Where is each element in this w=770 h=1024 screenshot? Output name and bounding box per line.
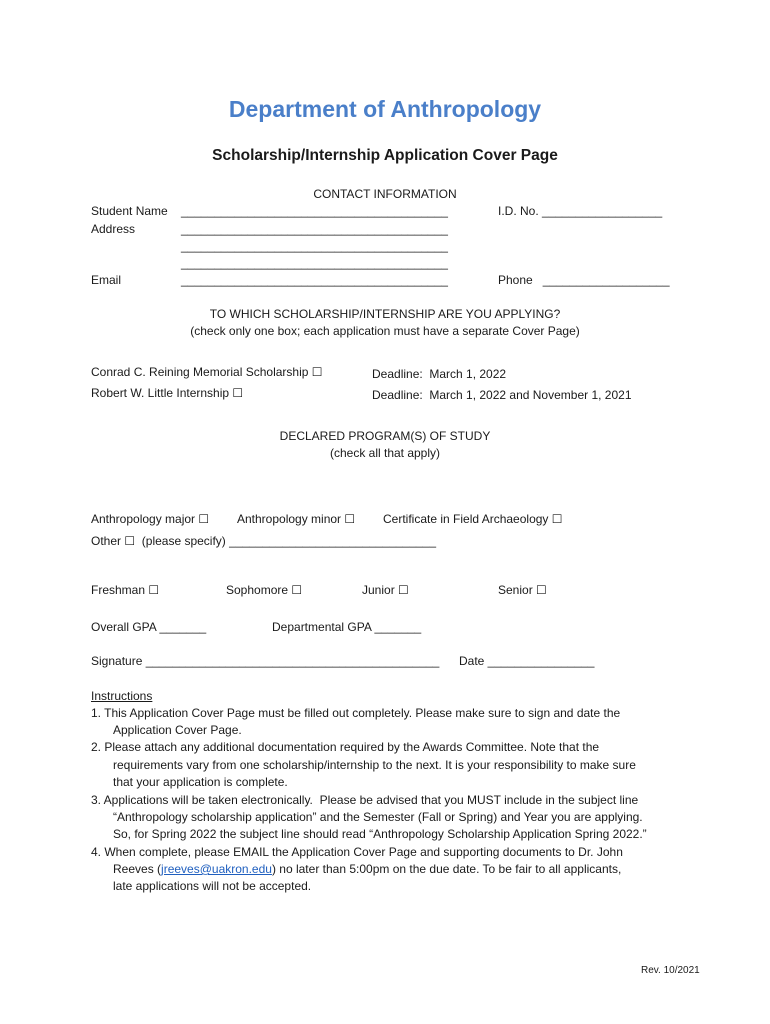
student-name-label: Student Name (91, 204, 168, 218)
address-field-3[interactable]: ________________________________________ (181, 256, 448, 270)
departmental-gpa-field[interactable]: Departmental GPA _______ (272, 620, 422, 634)
id-field[interactable]: __________________ (542, 204, 663, 218)
instruction-3-line-3: So, for Spring 2022 the subject line should read “Anthropology Scholarship Application Spring 2022.” (113, 827, 647, 841)
deadline-little: Deadline: March 1, 2022 and November 1, 2021 (372, 388, 632, 402)
page-subtitle: Scholarship/Internship Application Cover Page (212, 147, 558, 164)
instruction-1-line-2: Application Cover Page. (113, 723, 242, 737)
id-label: I.D. No. __________________ (498, 204, 663, 218)
checkbox-freshman[interactable]: Freshman ☐ (91, 583, 160, 597)
instructions-heading: Instructions (91, 689, 153, 703)
instruction-2-line-3: that your application is complete. (113, 775, 288, 789)
instruction-2-line-1: 2. Please attach any additional documentation required by the Awards Committee. Note that the (91, 740, 600, 754)
instruction-2-line-2: requirements vary from one scholarship/internship to the next. It is your responsibility to make sure (113, 758, 636, 772)
checkbox-anthropology-major[interactable]: Anthropology major ☐ (91, 512, 210, 526)
email-field[interactable]: ________________________________________ (181, 273, 448, 287)
contact-heading: CONTACT INFORMATION (313, 187, 457, 201)
checkbox-certificate-field-archaeology[interactable]: Certificate in Field Archaeology ☐ (383, 512, 563, 526)
option-reining-scholarship[interactable]: Conrad C. Reining Memorial Scholarship ☐ (91, 365, 323, 379)
student-name-field[interactable]: ________________________________________ (181, 204, 448, 218)
overall-gpa-field[interactable]: Overall GPA _______ (91, 620, 207, 634)
program-subheading: (check all that apply) (329, 446, 441, 460)
deadline-reining: Deadline: March 1, 2022 (372, 367, 507, 381)
date-field[interactable]: Date ________________ (459, 654, 595, 668)
applying-heading: TO WHICH SCHOLARSHIP/INTERNSHIP ARE YOU APPLYING? (209, 307, 561, 321)
email-label: Email (91, 273, 122, 287)
checkbox-other-specify[interactable]: Other ☐ (please specify) _______________________________ (91, 534, 437, 548)
instruction-4-line-3: late applications will not be accepted. (113, 879, 312, 893)
instruction-4-line-2: Reeves (jreeves@uakron.edu) no later than 5:00pm on the due date. To be fair to all applicants, (113, 862, 622, 876)
signature-field[interactable]: Signature ____________________________________________ (91, 654, 440, 668)
page-title: Department of Anthropology (228, 96, 542, 122)
address-field-2[interactable]: ________________________________________ (181, 239, 448, 253)
instruction-1-line-1: 1. This Application Cover Page must be filled out completely. Please make sure to sign and date the (91, 706, 621, 720)
address-label: Address (91, 222, 136, 236)
checkbox-anthropology-minor[interactable]: Anthropology minor ☐ (237, 512, 356, 526)
phone-field[interactable]: ___________________ (542, 273, 670, 287)
address-field-1[interactable]: ________________________________________ (181, 222, 448, 236)
instruction-4-line-1: 4. When complete, please EMAIL the Application Cover Page and supporting documents to Dr. John (91, 845, 623, 859)
option-little-internship[interactable]: Robert W. Little Internship ☐ (91, 386, 244, 400)
applying-subheading: (check only one box; each application must have a separate Cover Page) (190, 324, 580, 338)
revision-label: Rev. 10/2021 (641, 965, 700, 976)
checkbox-sophomore[interactable]: Sophomore ☐ (226, 583, 303, 597)
instruction-3-line-1: 3. Applications will be taken electronically. Please be advised that you MUST include in the subject line (91, 793, 639, 807)
phone-label: Phone ___________________ (498, 273, 670, 287)
email-link[interactable]: jreeves@uakron.edu (161, 862, 272, 876)
checkbox-junior[interactable]: Junior ☐ (362, 583, 409, 597)
program-heading: DECLARED PROGRAM(S) OF STUDY (279, 429, 491, 443)
instruction-3-line-2: “Anthropology scholarship application” and the Semester (Fall or Spring) and Year you are applying. (113, 810, 643, 824)
checkbox-senior[interactable]: Senior ☐ (498, 583, 547, 597)
